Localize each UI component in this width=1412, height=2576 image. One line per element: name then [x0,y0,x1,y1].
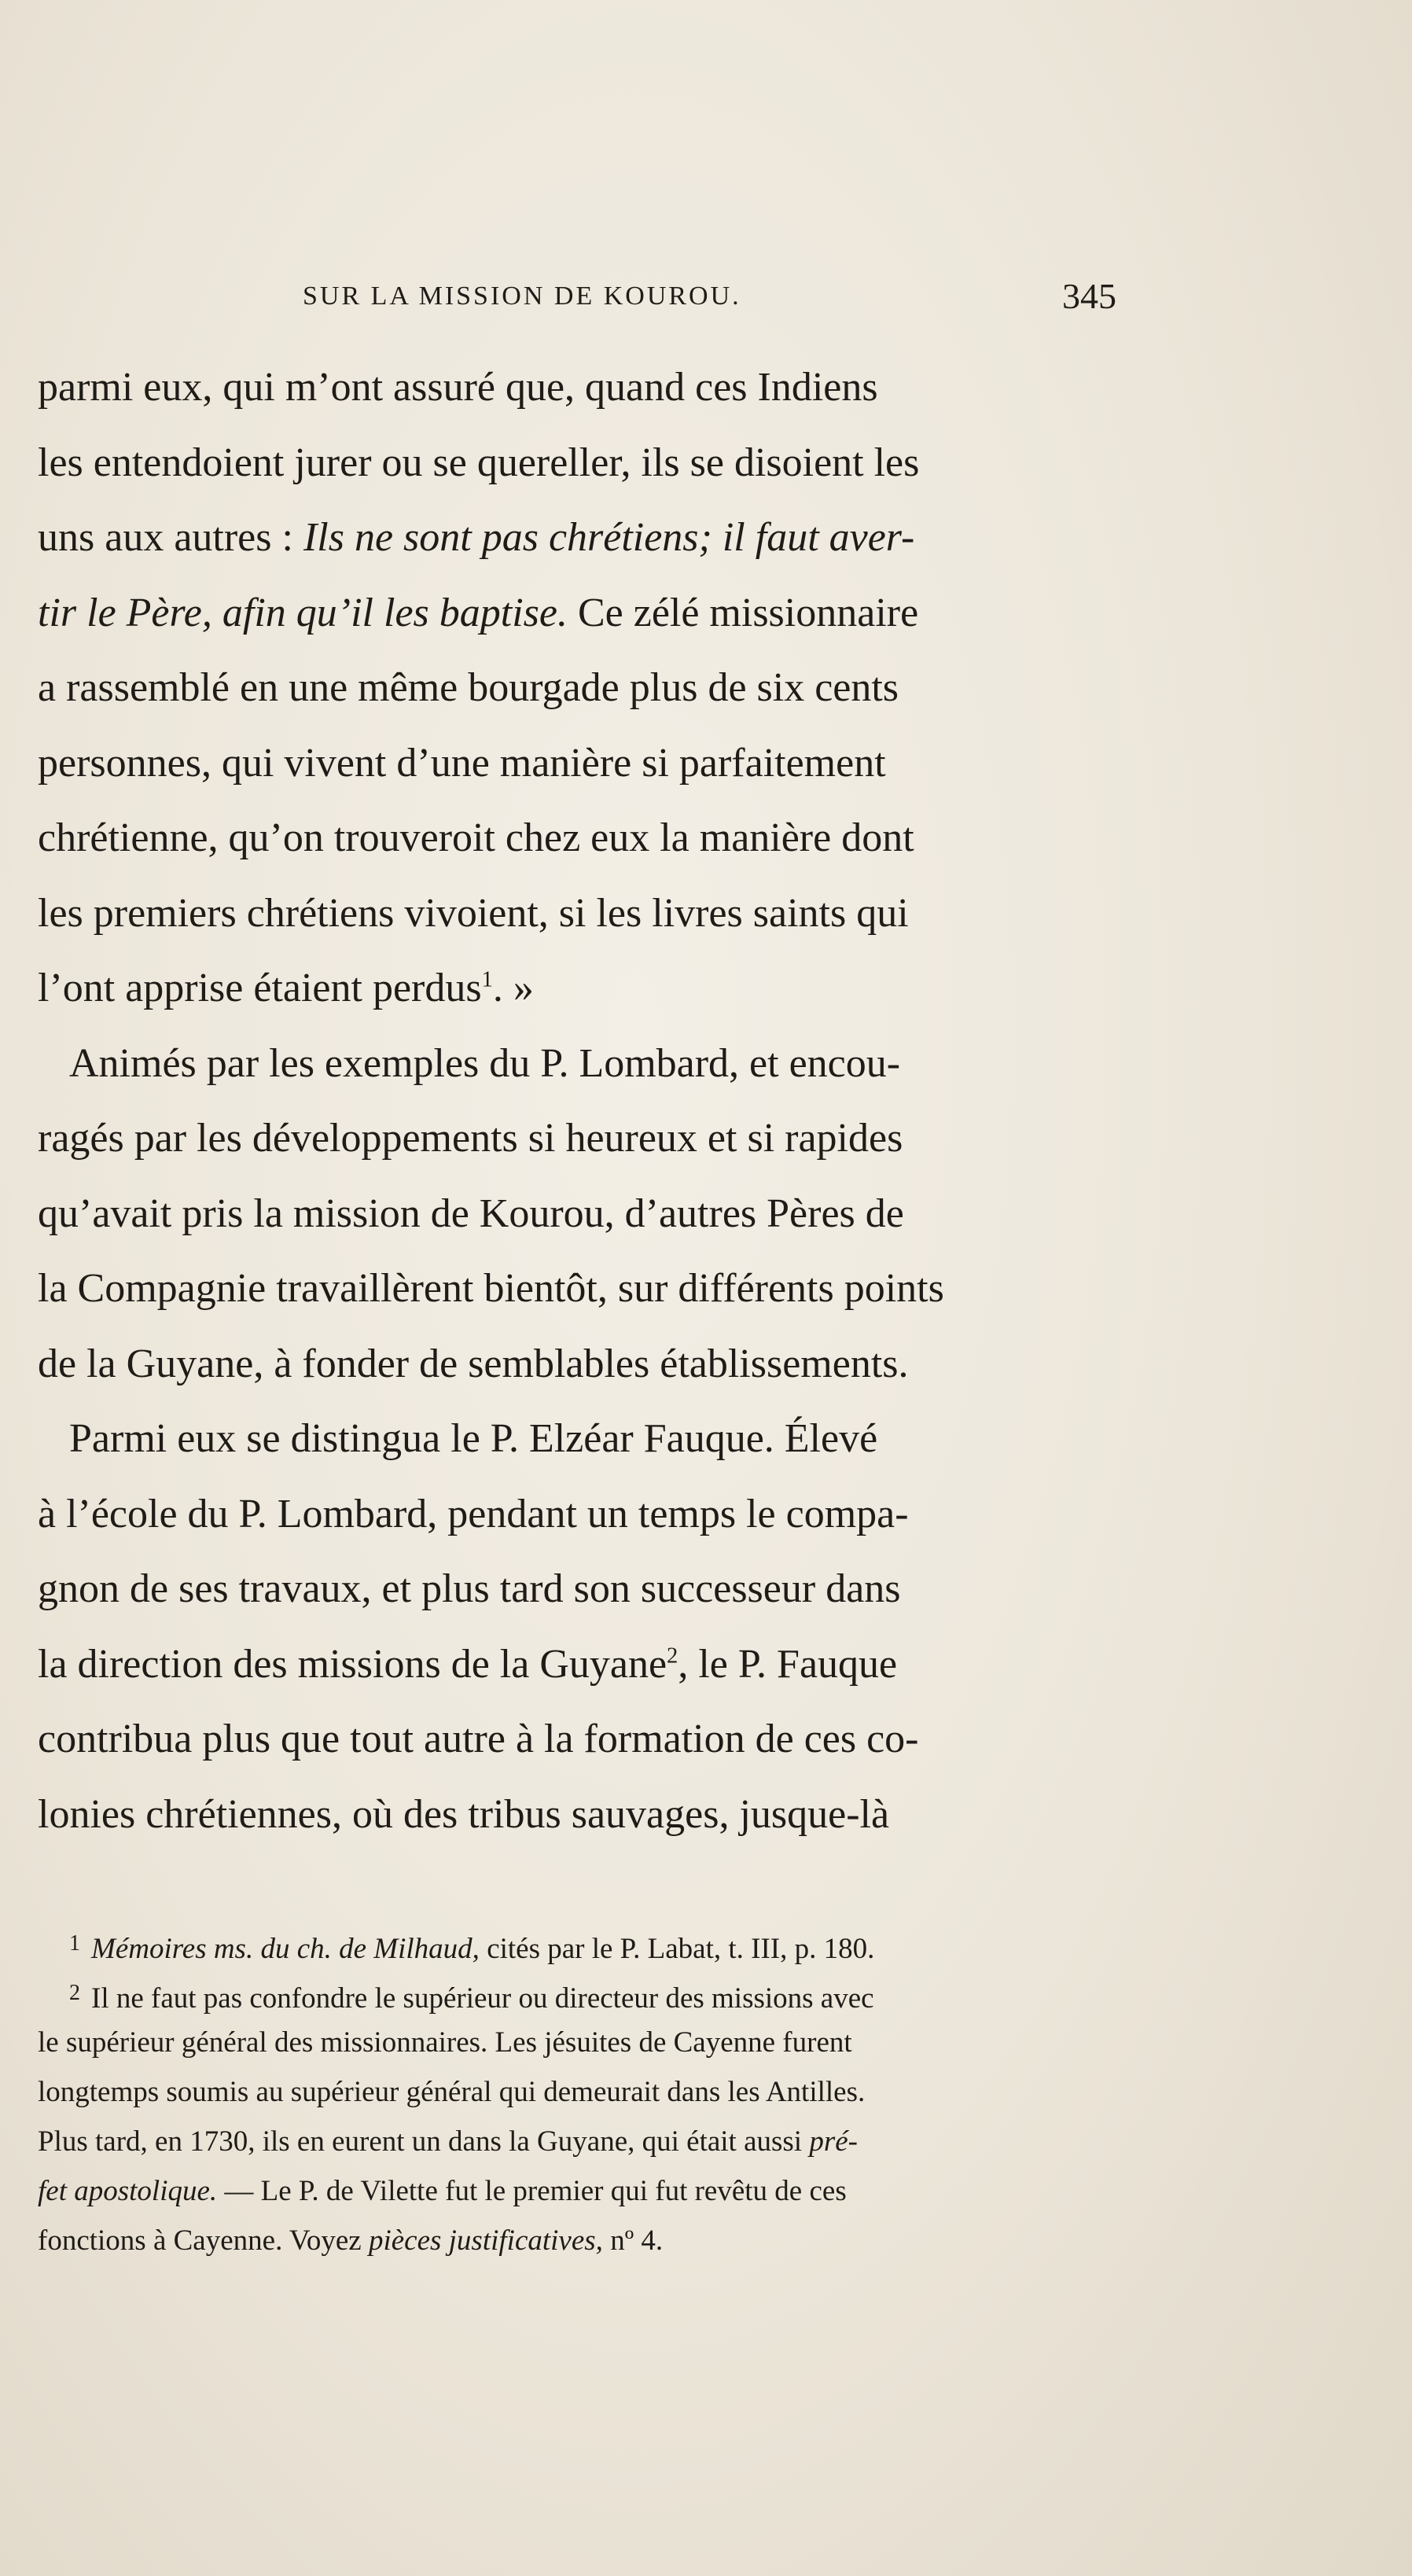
page-number: 345 [1062,276,1116,316]
text-line: tir le Père, afin qu’il les baptise. Ce zélé missionnaire [38,590,919,635]
text-line: de la Guyane, à fonder de semblables établissements. [38,1341,909,1386]
text-line: qu’avait pris la mission de Kourou, d’autres Pères de [38,1190,904,1236]
footnote-line: fonctions à Cayenne. Voyez pièces justificatives, nº 4. [38,2225,664,2257]
text-line: personnes, qui vivent d’une manière si parfaitement [38,740,886,786]
body-text [38,350,1101,1852]
footnote-line: le supérieur général des missionnaires. Les jésuites de Cayenne furent [38,2026,852,2059]
text-line: Parmi eux se distingua le P. Elzéar Fauque. Élevé [69,1416,878,1461]
footnote-marker: 1 [69,1931,80,1956]
text-line: l’ont apprise étaient perdus$^1$. » [38,966,534,1010]
text-line: la Compagnie travaillèrent bientôt, sur différents points [38,1266,944,1311]
text-line: chrétienne, qu’on trouveroit chez eux la manière dont [38,815,914,860]
text-line: les premiers chrétiens vivoient, si les livres saints qui [38,890,909,936]
text-line: gnon de ses travaux, et plus tard son successeur dans [38,1566,901,1611]
text-line: parmi eux, qui m’ont assuré que, quand ces Indiens [38,365,878,410]
running-title: SUR LA MISSION DE KOUROU. [303,282,741,311]
footnote-line: 2 Il ne faut pas confondre le supérieur ou directeur des missions avec [38,1968,1101,2018]
footnote-reference: 1 [481,967,493,992]
footnote-line: Plus tard, en 1730, ils en eurent un dans la Guyane, qui était aussi pré- [38,2125,858,2158]
footnotes [38,1919,1101,2265]
footnote-marker: 2 [69,1981,80,2005]
text-line: ragés par les développements si heureux et si rapides [38,1116,903,1161]
text-line: Animés par les exemples du P. Lombard, et encou- [69,1040,901,1086]
text-line: contribua plus que tout autre à la formation de ces co- [38,1717,919,1761]
text-line: les entendoient jurer ou se quereller, ils se disoient les [38,440,920,485]
running-head [303,275,1116,322]
text-line: la direction des missions de la Guyane$^2$, le P. Fauque [38,1641,898,1687]
footnote-line: fet apostolique. — Le P. de Vilette fut le premier qui fut revêtu de ces [38,2175,847,2207]
text-line: uns aux autres : Ils ne sont pas chrétiens; il faut aver- [38,515,915,560]
footnote-line: longtemps soumis au supérieur général qui demeurait dans les Antilles. [38,2076,866,2108]
text-line: a rassemblé en une même bourgade plus de six cents [38,665,899,710]
text-line: lonies chrétiennes, où des tribus sauvages, jusque-là [38,1791,890,1837]
footnote-reference: 2 [667,1643,678,1668]
footnote-line: 1 Mémoires ms. du ch. de Milhaud, cités par le P. Labat, t. III, p. 180. [38,1919,1101,1968]
text-line: à l’école du P. Lombard, pendant un temps le compa- [38,1491,909,1536]
